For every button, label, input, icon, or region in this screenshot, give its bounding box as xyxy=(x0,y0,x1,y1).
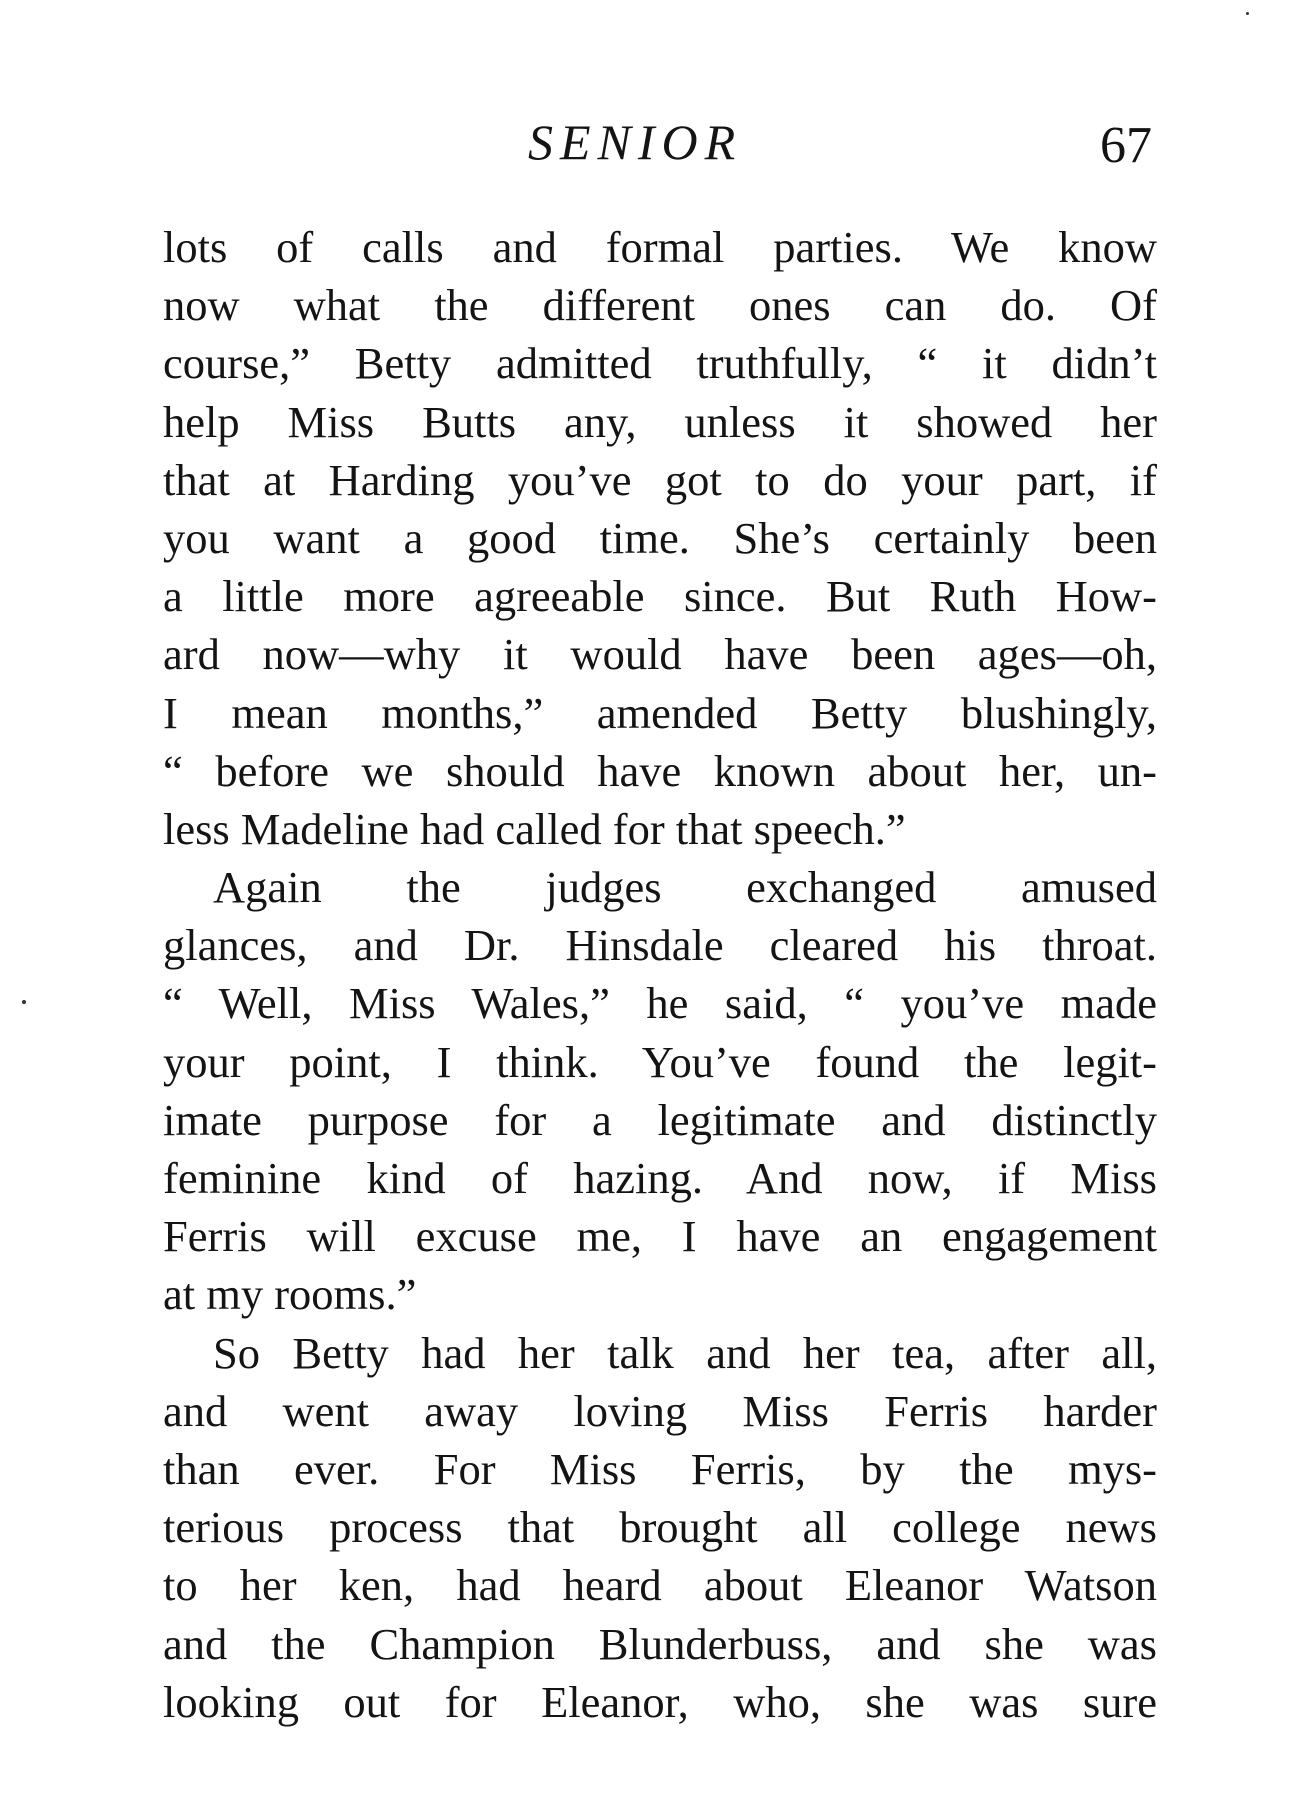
text-line: and the Champion Blunderbuss, and she was xyxy=(163,1618,1157,1669)
running-title: SENIOR xyxy=(528,114,743,170)
text-line: I mean months,” amended Betty blushingly, xyxy=(163,687,1157,738)
text-line: help Miss Butts any, unless it showed her xyxy=(163,396,1157,447)
text-line: now what the different ones can do. Of xyxy=(163,280,1157,331)
text-line: course,” Betty admitted truthfully, “ it didn’t xyxy=(163,338,1157,389)
running-head xyxy=(0,112,1305,182)
text-line: glances, and Dr. Hinsdale cleared his throat. xyxy=(163,920,1157,971)
text-line: less Madeline had called for that speech.” xyxy=(163,803,906,854)
body-text xyxy=(163,218,1157,1731)
text-line: feminine kind of hazing. And now, if Miss xyxy=(163,1153,1157,1203)
text-line: that at Harding you’ve got to do your part, if xyxy=(163,454,1157,505)
text-line: terious process that brought all college news xyxy=(163,1502,1157,1553)
print-speck xyxy=(22,1000,26,1004)
text-line: you want a good time. She’s certainly been xyxy=(163,512,1157,563)
text-line: “ before we should have known about her, un- xyxy=(163,745,1157,796)
text-line: than ever. For Miss Ferris, by the mys- xyxy=(163,1443,1157,1494)
text-line: imate purpose for a legitimate and distinctly xyxy=(163,1094,1157,1145)
text-line: and went away loving Miss Ferris harder xyxy=(163,1385,1157,1436)
paragraph-first-line: So Betty had her talk and her tea, after all, xyxy=(213,1327,1157,1378)
text-line: to her ken, had heard about Eleanor Watson xyxy=(163,1560,1157,1611)
text-line: at my rooms.” xyxy=(163,1269,417,1320)
text-line: ard now—why it would have been ages—oh, xyxy=(163,629,1157,680)
text-line: a little more agreeable since. But Ruth How- xyxy=(163,571,1157,622)
paragraph-first-line: Again the judges exchanged amused xyxy=(213,862,1157,913)
text-line: lots of calls and formal parties. We know xyxy=(163,222,1157,272)
text-line: your point, I think. You’ve found the legit- xyxy=(163,1036,1157,1087)
page-number: 67 xyxy=(1100,117,1152,174)
text-line: Ferris will excuse me, I have an engagement xyxy=(163,1211,1157,1262)
text-line: looking out for Eleanor, who, she was sure xyxy=(163,1676,1157,1727)
print-speck xyxy=(1246,12,1249,15)
text-line: “ Well, Miss Wales,” he said, “ you’ve made xyxy=(163,978,1157,1029)
